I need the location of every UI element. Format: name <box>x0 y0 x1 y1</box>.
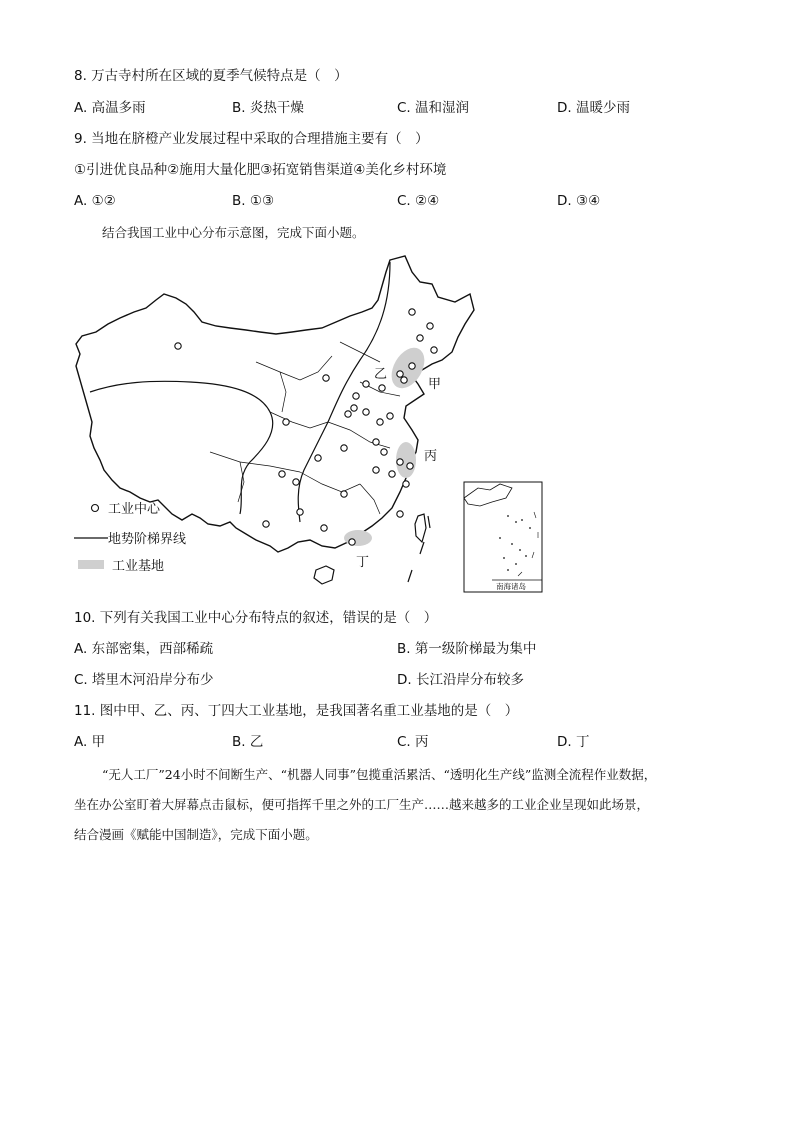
q9-option-c: C. ②④ <box>397 193 440 209</box>
industrial-center <box>387 413 393 419</box>
industrial-center <box>407 463 413 469</box>
q9-option-d: D. ③④ <box>557 193 601 209</box>
industrial-center <box>283 419 289 425</box>
industrial-center <box>315 455 321 461</box>
comic-intro-line3: 结合漫画《赋能中国制造》，完成下面小题。 <box>74 827 318 842</box>
label-yi: 乙 <box>374 367 388 382</box>
industrial-center <box>401 377 407 383</box>
industrial-center <box>363 409 369 415</box>
inset-label: 南海诸岛 <box>496 582 526 591</box>
industrial-center <box>379 385 385 391</box>
industrial-center <box>351 405 357 411</box>
q8-option-b: B. 炎热干燥 <box>232 100 304 116</box>
industrial-center <box>363 381 369 387</box>
map-intro: 结合我国工业中心分布示意图，完成下面小题。 <box>102 225 365 240</box>
q11-option-b: B. 乙 <box>232 734 264 750</box>
q10-option-b: B. 第一级阶梯最为集中 <box>397 641 537 657</box>
q11-option-c: C. 丙 <box>397 734 429 750</box>
hainan-island <box>314 566 334 584</box>
industrial-center <box>279 471 285 477</box>
q11-stem: 11. 图中甲、乙、丙、丁四大工业基地，是我国著名重工业基地的是（ ） <box>74 703 519 719</box>
industrial-center <box>373 439 379 445</box>
industrial-center <box>417 335 423 341</box>
industrial-center <box>409 309 415 315</box>
q10-option-a: A. 东部密集，西部稀疏 <box>74 641 214 657</box>
q8-option-c: C. 温和湿润 <box>397 100 470 116</box>
industrial-center <box>353 393 359 399</box>
industrial-center <box>345 411 351 417</box>
industrial-center <box>341 491 347 497</box>
q9-sub: ①引进优良品种②施用大量化肥③拓宽销售渠道④美化乡村环境 <box>74 162 447 178</box>
q10-option-c: C. 塔里木河沿岸分布少 <box>74 672 214 688</box>
legend-base-swatch <box>78 560 104 569</box>
industrial-center <box>341 445 347 451</box>
taiwan-island <box>415 514 426 542</box>
industrial-center <box>397 511 403 517</box>
industrial-center <box>409 363 415 369</box>
industrial-center <box>373 467 379 473</box>
industrial-center <box>389 471 395 477</box>
industrial-base-ding <box>344 530 372 546</box>
industrial-center <box>427 323 433 329</box>
industrial-center <box>297 509 303 515</box>
industrial-center <box>397 459 403 465</box>
q11-option-d: D. 丁 <box>557 734 590 750</box>
q8-option-d: D. 温暖少雨 <box>557 100 630 116</box>
industrial-center <box>323 375 329 381</box>
q9-option-b: B. ①③ <box>232 193 275 209</box>
industrial-center <box>431 347 437 353</box>
industrial-center <box>349 539 355 545</box>
legend-terrain-boundary: 地势阶梯界线 <box>108 532 187 547</box>
comic-intro-line2: 坐在办公室盯着大屏幕点击鼠标，便可指挥千里之外的工厂生产……越来越多的工业企业呈现如此场景， <box>74 797 650 812</box>
q8-stem: 8. 万古寺村所在区域的夏季气候特点是（ ） <box>74 68 348 84</box>
industrial-center <box>381 449 387 455</box>
label-ding: 丁 <box>356 555 370 570</box>
label-bing: 丙 <box>424 449 438 464</box>
industrial-center <box>321 525 327 531</box>
q9-stem: 9. 当地在脐橙产业发展过程中采取的合理措施主要有（ ） <box>74 131 429 147</box>
legend-industrial-center: 工业中心 <box>108 502 161 517</box>
q8-option-a: A. 高温多雨 <box>74 100 146 116</box>
china-industry-map <box>60 252 550 598</box>
label-jia: 甲 <box>428 377 442 392</box>
industrial-center <box>377 419 383 425</box>
q10-stem: 10. 下列有关我国工业中心分布特点的叙述，错误的是（ ） <box>74 610 438 626</box>
industrial-center <box>293 479 299 485</box>
industrial-center <box>263 521 269 527</box>
industrial-center <box>397 371 403 377</box>
q10-option-d: D. 长江沿岸分布较多 <box>397 672 524 688</box>
industrial-center <box>403 481 409 487</box>
legend-circle-icon <box>92 505 99 512</box>
south-china-sea-inset <box>464 482 542 592</box>
industrial-center <box>175 343 181 349</box>
comic-intro-line1: “无人工厂”24小时不间断生产、“机器人同事”包揽重活累活、“透明化生产线”监测全流程作业数据， <box>102 767 657 782</box>
q11-option-a: A. 甲 <box>74 734 106 750</box>
legend-industrial-base: 工业基地 <box>112 559 165 574</box>
q9-option-a: A. ①② <box>74 193 116 209</box>
